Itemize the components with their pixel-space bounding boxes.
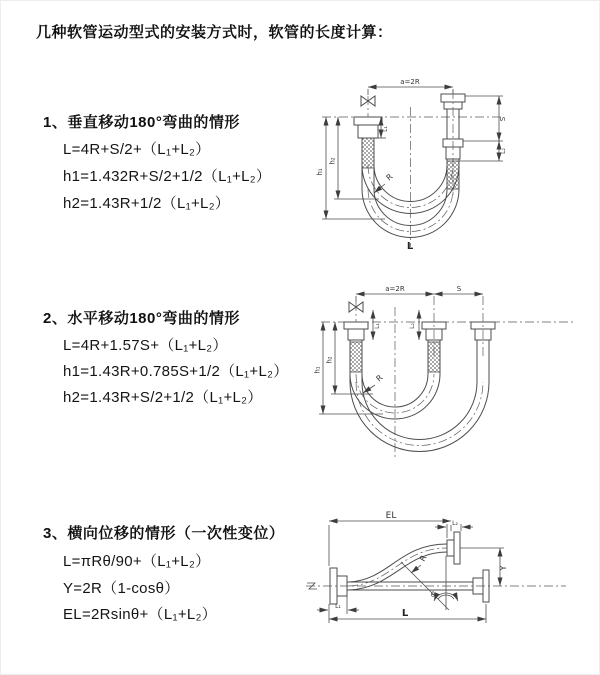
dim-h1-label: h₁ [313,366,322,374]
section-3-heading: 3、横向位移的情形（一次性变位） [43,525,285,542]
braided-hose-section [350,342,362,372]
dim-l2-label: L₂ [500,148,507,154]
dim-s-label: S [499,116,507,122]
angle-theta-label: θ [430,591,436,599]
dim-s-label: S [456,285,462,293]
braided-hose-section [428,342,440,372]
section-2-formula-L: L=4R+1.57S+（L₁+L₂） [63,337,228,354]
braided-hose-section [362,138,374,168]
dim-a2r-label: a=2R [400,78,420,86]
section-1-formula-h2: h2=1.43R+1/2（L₁+L₂） [63,195,231,212]
dim-l1-label: L₁ [335,603,341,610]
dim-l1-label: L₁ [382,126,389,132]
section-3-formula-EL: EL=2Rsinθ+（L₁+L₂） [63,606,217,623]
hose-diagram-horizontal-180 [313,282,581,464]
section-1-formula-L: L=4R+S/2+（L₁+L₂） [63,141,211,158]
dim-l2-label: L₂ [452,520,458,527]
dim-a2r-label: a=2R [385,285,405,293]
dim-y-label: Y [499,565,508,571]
dim-l2-label: L₂ [409,323,416,329]
section-2-formula-h2: h2=1.43R+S/2+1/2（L₁+L₂） [63,389,263,406]
dim-l1-label: L₁ [374,323,381,329]
radius-label: R [384,172,395,183]
hose-diagram-lateral-displacement [301,504,593,659]
dim-h2-label: h₂ [328,157,337,165]
section-3-formula-Y: Y=2R（1-cosθ） [63,580,180,597]
section-2-heading: 2、水平移动180°弯曲的情形 [43,310,240,327]
hose-diagram-vertical-180 [313,77,581,253]
section-3-formula-L: L=πRθ/90+（L₁+L₂） [63,553,211,570]
dim-h1-label: h₁ [316,168,324,176]
section-1-heading: 1、垂直移动180°弯曲的情形 [43,114,240,131]
dim-h2-label: h₂ [325,356,334,364]
radius-label: R [417,553,429,563]
length-label: L [406,241,414,252]
length-label: L [401,608,409,619]
dim-el-label: EL [385,511,397,521]
section-1-formula-h1: h1=1.432R+S/2+1/2（L₁+L₂） [63,168,272,185]
page-title: 几种软管运动型式的安装方式时，软管的长度计算： [36,24,393,41]
radius-label: R [374,373,385,384]
section-2-formula-h1: h1=1.43R+0.785S+1/2（L₁+L₂） [63,363,289,380]
